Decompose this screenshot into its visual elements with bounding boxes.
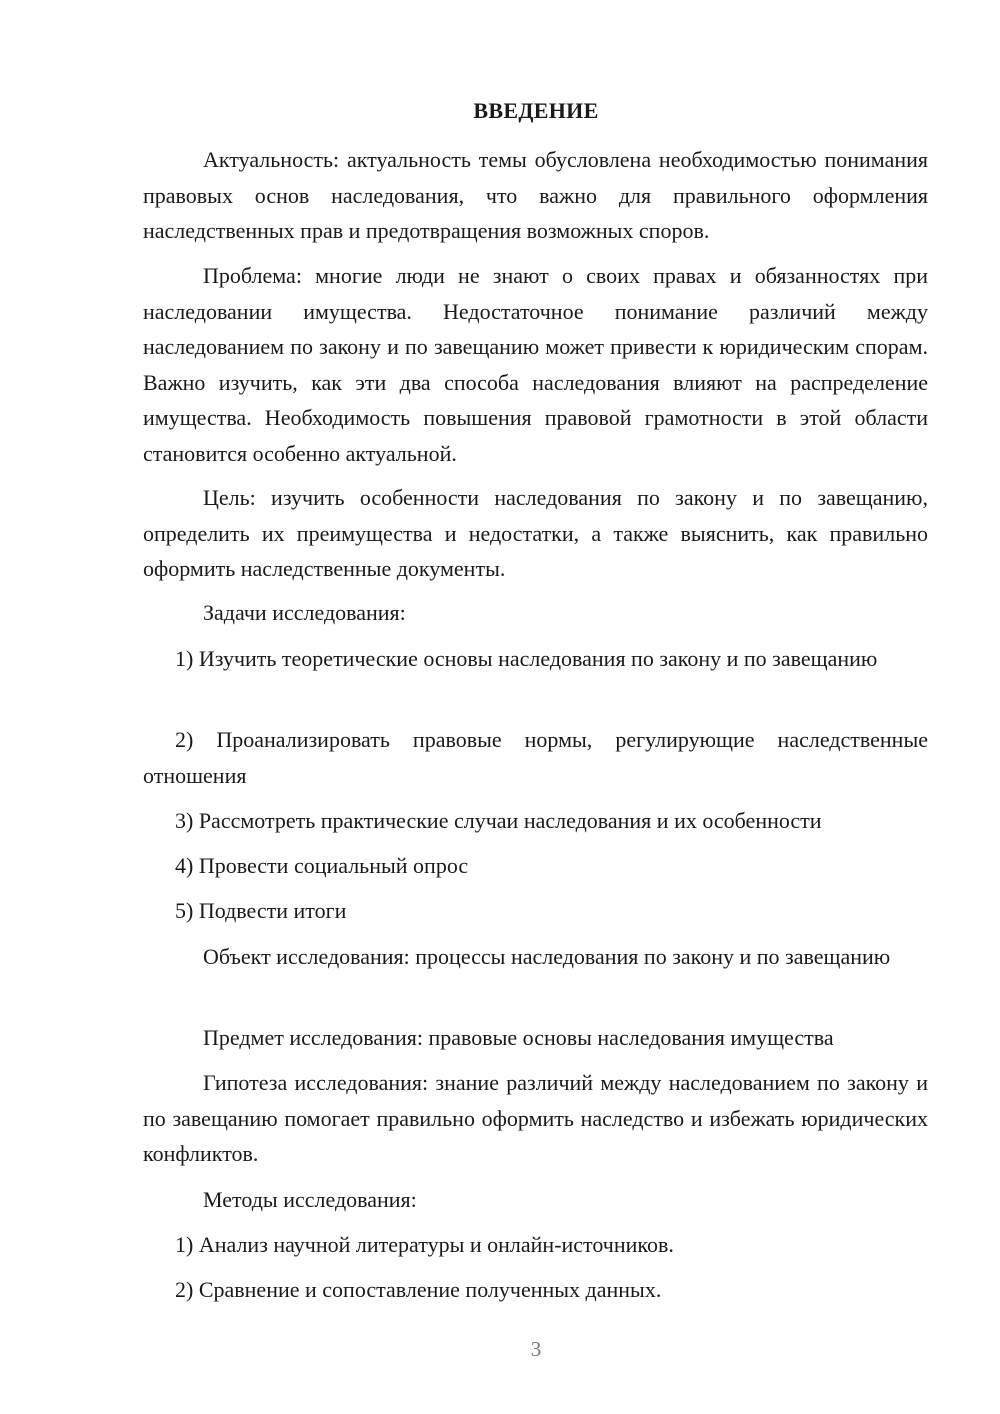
goal-paragraph: Цель: изучить особенности наследования по закону и по завещанию, определить их преимущества и недостатки, а также выяснить, как правильно оформить наследственные документы. xyxy=(143,485,928,581)
task-item-4: 4) Провести социальный опрос xyxy=(175,853,469,878)
section-heading: ВВЕДЕНИЕ xyxy=(473,98,599,123)
method-item-1: 1) Анализ научной литературы и онлайн-источников. xyxy=(175,1232,674,1257)
task-item-2: 2) Проанализировать правовые нормы, регулирующие наследственные отношения xyxy=(143,727,928,788)
tasks-title: Задачи исследования: xyxy=(203,600,406,625)
hypothesis-paragraph: Гипотеза исследования: знание различий между наследованием по закону и по завещанию помогает правильно оформить наследство и избежать юридических конфликтов. xyxy=(143,1070,928,1166)
method-item-2: 2) Сравнение и сопоставление полученных данных. xyxy=(175,1277,662,1302)
object-paragraph: Объект исследования: процессы наследования по закону и по завещанию xyxy=(203,944,891,969)
page-number: 3 xyxy=(530,1337,542,1361)
subject-paragraph: Предмет исследования: правовые основы наследования имущества xyxy=(203,1025,834,1050)
methods-title: Методы исследования: xyxy=(203,1187,417,1212)
task-item-3: 3) Рассмотреть практические случаи наследования и их особенности xyxy=(175,808,822,833)
task-item-5: 5) Подвести итоги xyxy=(175,898,347,923)
problem-paragraph: Проблема: многие люди не знают о своих правах и обязанностях при наследовании имущества. Недостаточное понимание различий между наследованием по закону и по завещанию может привести к юридическим спорам. Важно изучить, как эти два способа наследования влияют на распределение имущества. Необходимость повышения правовой грамотности в этой области становится особенно актуальной. xyxy=(143,263,928,466)
task-item-1: 1) Изучить теоретические основы наследования по закону и по завещанию xyxy=(175,646,878,671)
relevance-paragraph: Актуальность: актуальность темы обусловлена необходимостью понимания правовых основ наследования, что важно для правильного оформления наследственных прав и предотвращения возможных споров. xyxy=(143,147,928,243)
